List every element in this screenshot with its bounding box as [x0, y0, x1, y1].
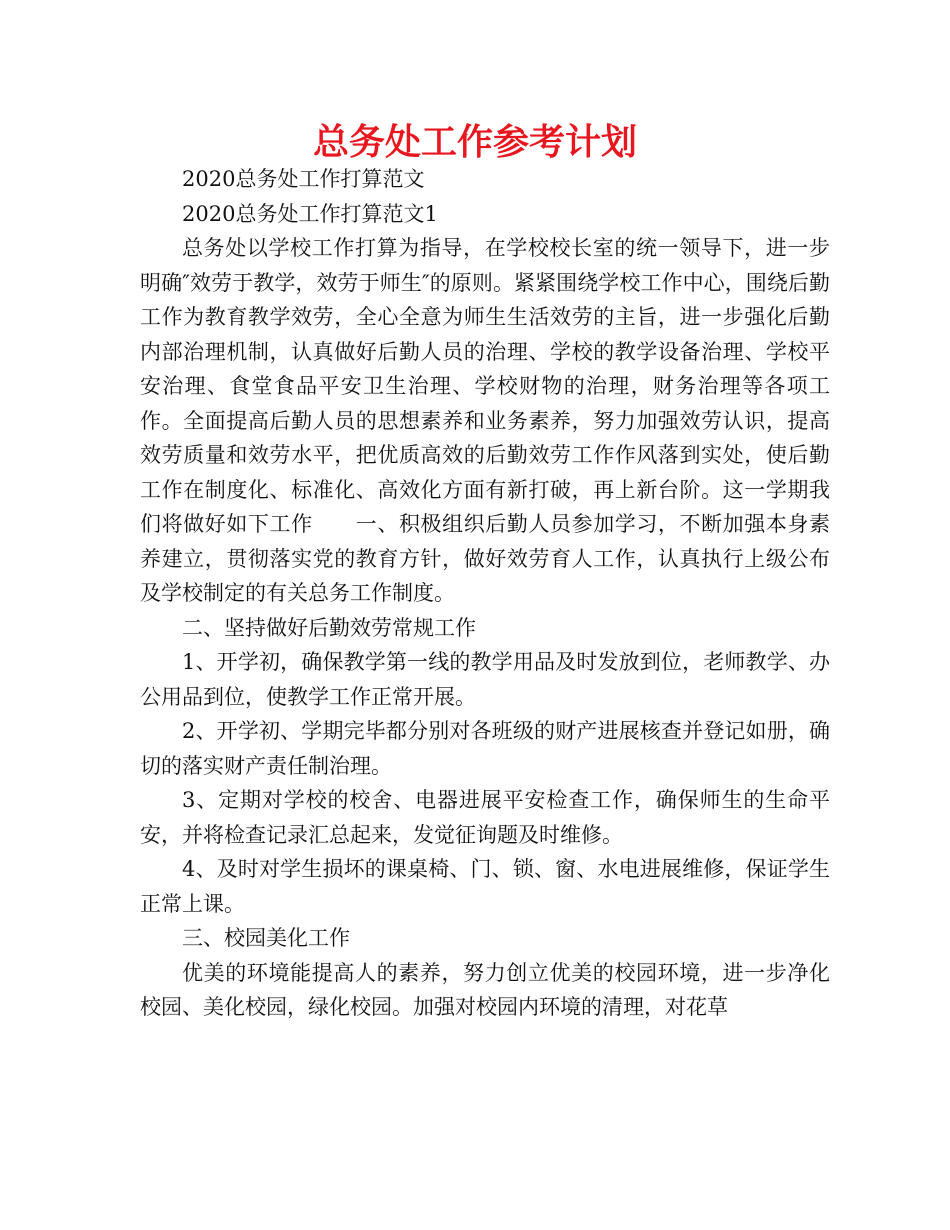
section-heading-3: 三、校园美化工作: [182, 926, 350, 950]
list-item-1: 1、开学初，确保教学第一线的教学用品及时发放到位，老师教学、办公用品到位，使教学工作正常开展。: [140, 650, 830, 709]
paragraph-intro: 总务处以学校工作打算为指导，在学校校长室的统一领导下，进一步明确″效劳于教学，效劳于师生″的原则。紧紧围绕学校工作中心，围绕后勤工作为教育教学效劳，全心全意为师生生活效劳的主旨，进一步强化后勤内部治理机制，认真做好后勤人员的治理、学校的教学设备治理、学校平安治理、食堂食品平安卫生治理、学校财物的治理，财务治理等各项工作。全面提高后勤人员的思想素养和业务素养，努力加强效劳认识，提高效劳质量和效劳水平，把优质高效的后勤效劳工作作风落到实处，使后勤工作在制度化、标准化、高效化方面有新打破，再上新台阶。这一学期我们将做好如下工作 一、积极组织后勤人员参加学习，不断加强本身素养建立，贯彻落实党的教育方针，做好效劳育人工作，认真执行上级公布及学校制定的有关总务工作制度。: [140, 236, 830, 605]
document-body: [140, 162, 830, 1025]
list-item-2: 2、开学初、学期完毕都分别对各班级的财产进展核查并登记如册，确切的落实财产责任制治理。: [140, 719, 830, 778]
section-heading-2: 二、坚持做好后勤效劳常规工作: [182, 615, 476, 640]
paragraph-campus: 优美的环境能提高人的素养，努力创立优美的校园环境，进一步净化校园、美化校园，绿化校园。加强对校园内环境的清理，对花草: [140, 960, 830, 1019]
document-title: 总务处工作参考计划: [312, 122, 637, 163]
paragraph-heading-1: 2020总务处工作打算范文: [182, 167, 425, 191]
list-item-4: 4、及时对学生损坏的课桌椅、门、锁、窗、水电进展维修，保证学生正常上课。: [140, 857, 830, 916]
paragraph-heading-2: 2020总务处工作打算范文1: [182, 201, 438, 226]
list-item-3: 3、定期对学校的校舍、电器进展平安检查工作，确保师生的生命平安，并将检查记录汇总起来，发觉征询题及时维修。: [140, 788, 830, 847]
